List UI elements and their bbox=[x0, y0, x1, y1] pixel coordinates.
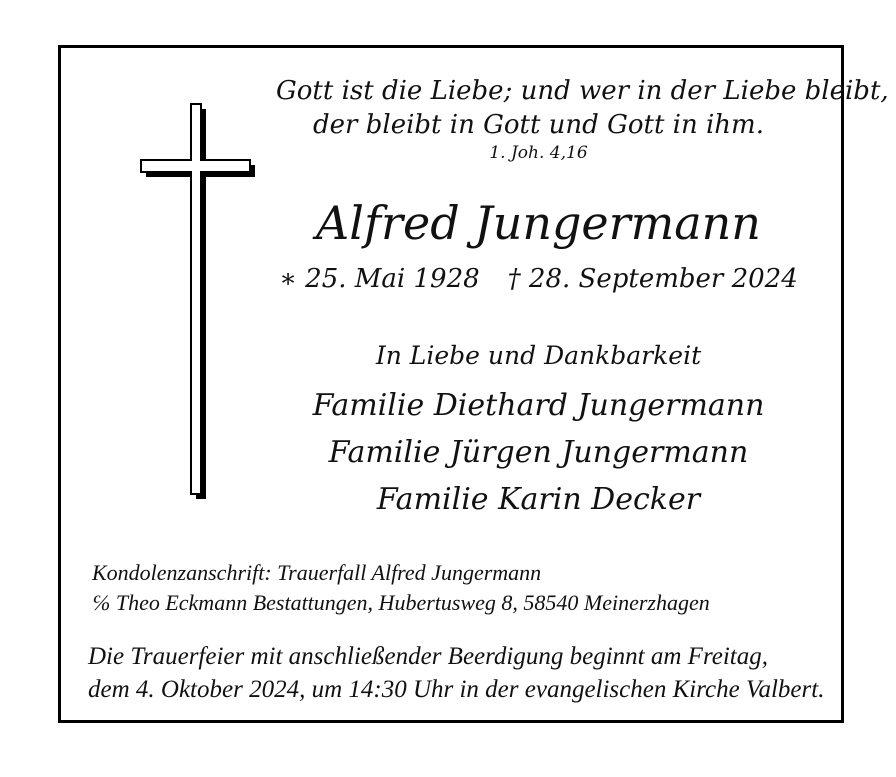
condolence-address bbox=[92, 558, 841, 618]
funeral-line-1: Die Trauerfeier mit anschließender Beerdigung beginnt am Freitag, bbox=[88, 643, 768, 670]
mourner-family-2: Familie Jürgen Jungermann bbox=[328, 435, 749, 470]
death-date: † 28. September 2024 bbox=[507, 264, 798, 294]
mourner-family-1: Familie Diethard Jungermann bbox=[312, 388, 765, 423]
memorial-cross-icon bbox=[140, 103, 258, 505]
mourners-list bbox=[276, 386, 801, 520]
condolence-line-2: ℅ Theo Eckmann Bestattungen, Hubertusweg 8, 58540 Meinerzhagen bbox=[92, 590, 710, 615]
memorial-cross-svg bbox=[140, 103, 258, 505]
mourner-family-3: Familie Karin Decker bbox=[376, 482, 701, 517]
life-dates bbox=[276, 262, 801, 296]
cross-front-shape bbox=[141, 104, 250, 494]
condolence-line-1: Kondolenzanschrift: Trauerfall Alfred Jungermann bbox=[92, 560, 542, 585]
scripture-quote bbox=[276, 74, 889, 164]
scripture-line-1: Gott ist die Liebe; und wer in der Liebe bleibt, bbox=[276, 76, 889, 106]
funeral-line-2: dem 4. Oktober 2024, um 14:30 Uhr in der evangelischen Kirche Valbert. bbox=[88, 676, 825, 703]
scripture-line-2: der bleibt in Gott und Gott in ihm. bbox=[313, 110, 764, 140]
funeral-announcement bbox=[88, 640, 841, 706]
scripture-reference: 1. Joh. 4,16 bbox=[489, 143, 588, 163]
tribute-line: In Liebe und Dankbarkeit bbox=[375, 341, 702, 370]
birth-date: ∗ 25. Mai 1928 bbox=[279, 264, 480, 294]
deceased-name: Alfred Jungermann bbox=[316, 196, 761, 250]
notice-body bbox=[276, 48, 889, 520]
obituary-notice bbox=[58, 45, 889, 723]
